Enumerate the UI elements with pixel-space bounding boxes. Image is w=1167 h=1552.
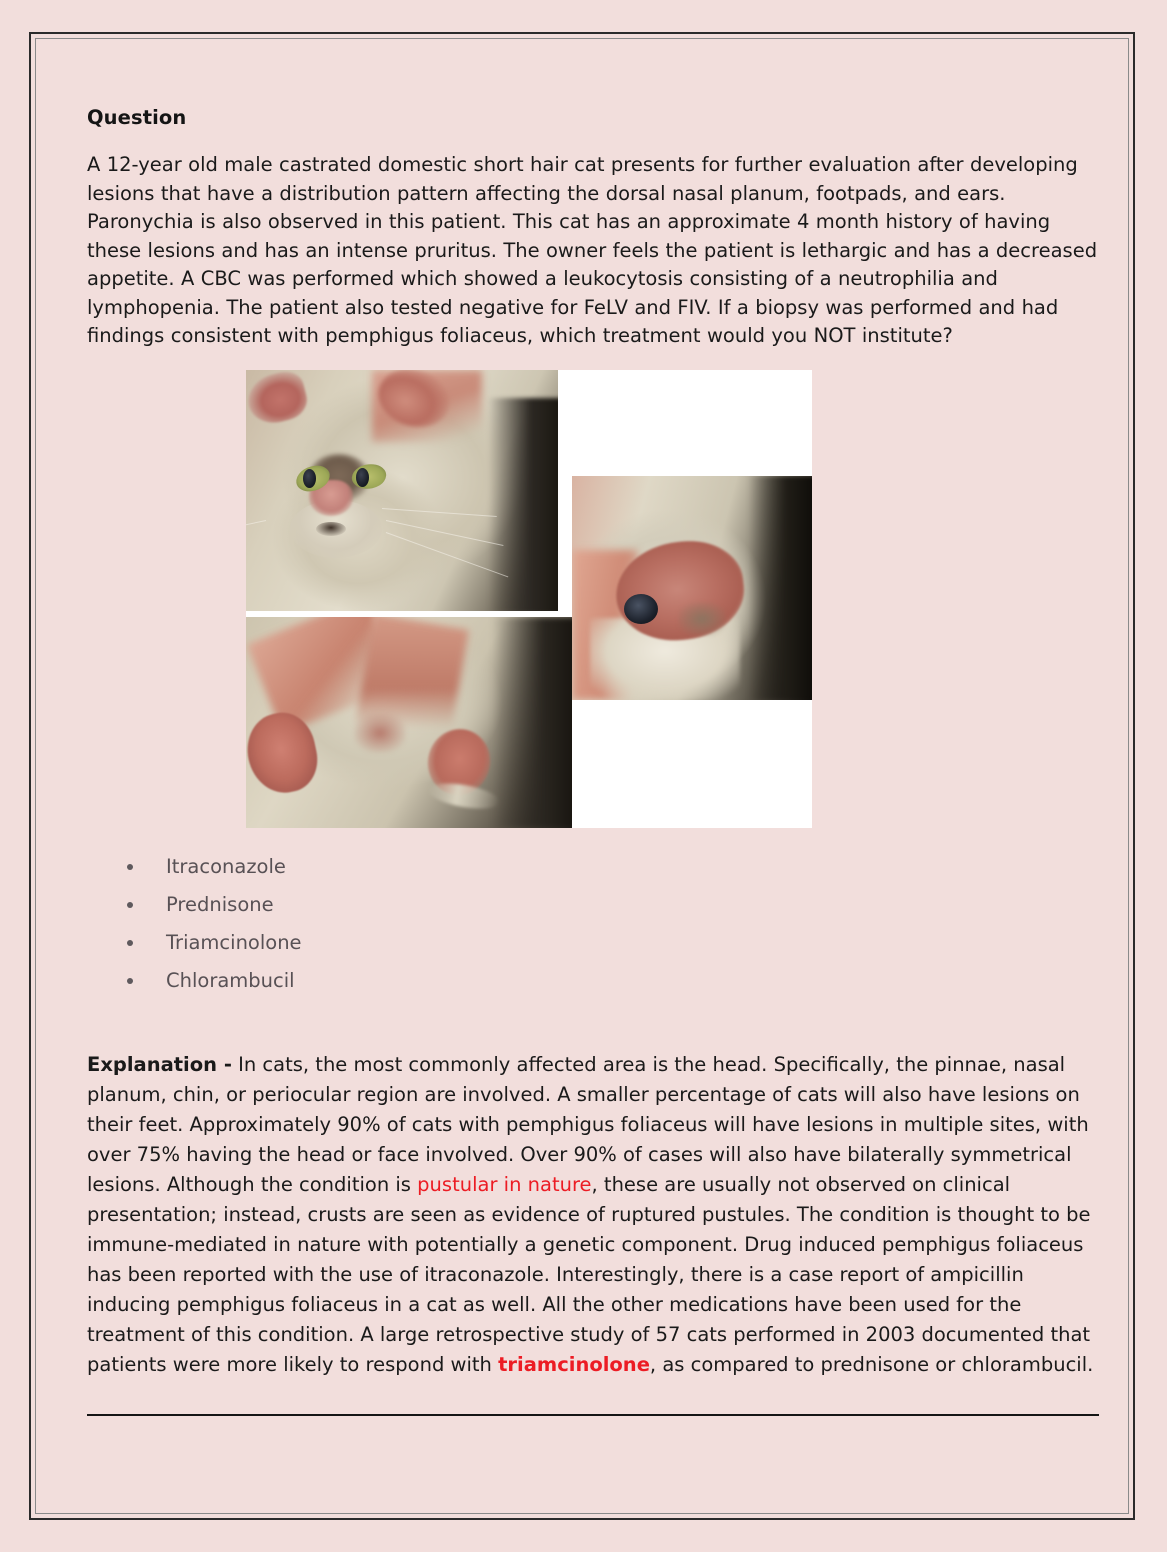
document-content bbox=[87, 106, 1101, 1416]
question-body-text: A 12-year old male castrated domestic short hair cat presents for further evaluation after developing lesions that have a distribution pattern affecting the dorsal nasal planum, footpads, and ears. Paronychia is also observed in this patient. This cat has an approximate 4 month history of having these lesions and has an intense pruritus. The owner feels the patient is lethargic and has a decreased appetite. A CBC was performed which showed a leukocytosis consisting of a neutrophilia and lymphopenia. The patient also tested negative for FeLV and FIV. If a biopsy was performed and had findings consistent with pemphigus foliaceus, which treatment would you NOT institute? bbox=[87, 153, 1098, 347]
photo-face-left-pupil bbox=[303, 469, 316, 488]
photo-paws-dark-edge bbox=[492, 617, 572, 828]
answer-option-chlorambucil[interactable] bbox=[87, 969, 1101, 992]
photo-panel-cat-paws bbox=[246, 617, 572, 828]
explanation-part-1: In cats, the most commonly affected area is the head. Specifically, the pinnae, nasal planum, chin, or periocular region are involved. A smaller percentage of cats will also have lesions on their feet. Approximately 90% of cats with pemphigus foliaceus will have lesions in multiple sites, with over 75% having the head or face involved. Over 90% of cases will also have bilaterally symmetrical lesions. Although the condition is bbox=[87, 1052, 1089, 1196]
photo-panel-cat-face bbox=[246, 370, 558, 611]
answer-option-itraconazole[interactable] bbox=[87, 855, 1101, 878]
page-frame bbox=[29, 32, 1135, 1520]
photo-paws-central-crust bbox=[354, 713, 406, 753]
photo-face-dark-edge bbox=[488, 398, 558, 611]
explanation-highlight-pustular: pustular in nature bbox=[417, 1172, 592, 1196]
explanation-part-2: , these are usually not observed on clinical presentation; instead, crusts are seen as evidence of ruptured pustules. The condition is thought to be immune-mediated in nature with potentially a genetic component. Drug induced pemphigus foliaceus has been reported with the use of itraconazole. Interestingly, there is a case report of ampicillin inducing pemphigus foliaceus in a cat as well. All the other medications have been used for the treatment of this condition. A large retrospective study of 57 cats performed in 2003 documented that patients were more likely to respond with bbox=[87, 1172, 1091, 1376]
photo-face-mouth bbox=[316, 522, 346, 536]
answer-option-label: Prednisone bbox=[166, 892, 274, 916]
explanation-part-3: , as compared to prednisone or chlorambucil. bbox=[649, 1352, 1094, 1376]
photo-face-right-pupil bbox=[356, 468, 369, 487]
explanation-highlight-triamcinolone: triamcinolone bbox=[498, 1352, 650, 1376]
photo-ear-crust bbox=[678, 602, 726, 636]
answer-option-label: Itraconazole bbox=[166, 854, 286, 878]
photo-panel-cat-ear bbox=[572, 476, 812, 700]
answer-option-label: Chlorambucil bbox=[166, 968, 295, 992]
answer-option-prednisone[interactable] bbox=[87, 893, 1101, 916]
answer-options-list bbox=[87, 855, 1101, 992]
photo-ear-eye bbox=[624, 594, 658, 624]
explanation-label: Explanation - bbox=[87, 1052, 232, 1076]
answer-option-label: Triamcinolone bbox=[166, 930, 302, 954]
clinical-photo-figure bbox=[246, 370, 812, 828]
question-heading: Question bbox=[87, 106, 187, 129]
explanation-paragraph bbox=[87, 1050, 1101, 1380]
photo-ear-dark-edge bbox=[748, 476, 812, 700]
bottom-divider-rule bbox=[87, 1414, 1099, 1416]
answer-option-triamcinolone[interactable] bbox=[87, 931, 1101, 954]
